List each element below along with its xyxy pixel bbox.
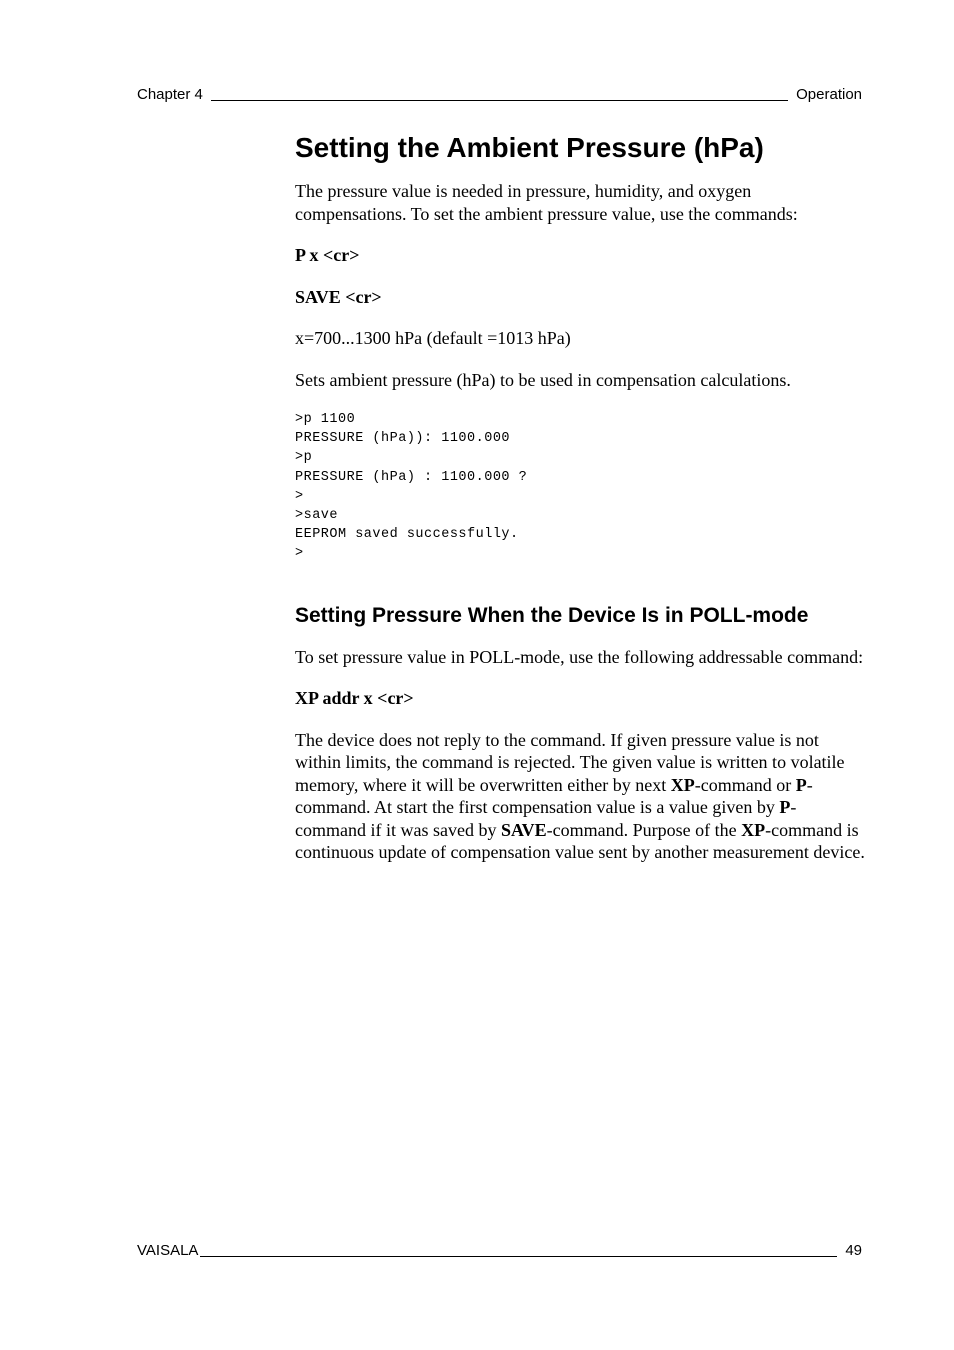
subsection-title: Setting Pressure When the Device Is in POLL-mode [295,603,809,627]
range-paragraph: x=700...1300 hPa (default =1013 hPa) [295,328,571,348]
body-text: -command if it was saved by [295,797,797,840]
body-bold-term: XP [741,819,766,840]
code-example: >p 1100 PRESSURE (hPa)): 1100.000 >p PRESSURE (hPa) : 1100.000 ? > >save EEPROM saved successfully. > [295,412,528,562]
command-xp: XP addr x <cr> [295,688,414,709]
header-rule [211,100,788,101]
body-bold-term: P [779,797,791,818]
body-text: The device does not reply to the command. If given pressure value is not within limits, the command is rejected. The given value is written to volatile memory, where it will be overwritten either by next [295,729,845,795]
header-chapter: Chapter 4 [137,86,203,103]
footer-company: VAISALA [137,1242,199,1259]
running-header [137,86,862,104]
body-bold-term: SAVE [500,819,547,840]
header-section: Operation [796,86,862,103]
body-text: -command. At start the first compensation value is a value given by [295,774,813,818]
page-number: 49 [845,1242,862,1259]
body-bold-term: XP [670,774,695,795]
page-content [295,128,865,883]
poll-intro-paragraph: To set pressure value in POLL-mode, use the following addressable command: [295,646,864,667]
description-paragraph: Sets ambient pressure (hPa) to be used in compensation calculations. [295,369,791,390]
body-text: -command or [694,774,796,795]
command-p: P x <cr> [295,245,360,265]
body-text: -command is continuous update of compensation value sent by another measurement device. [295,819,865,863]
footer-rule [200,1256,837,1257]
body-text: -command. Purpose of the [546,819,742,840]
command-save: SAVE <cr> [295,286,382,307]
intro-paragraph: The pressure value is needed in pressure, humidity, and oxygen compensations. To set the ambient pressure value, use the commands: [295,181,798,224]
running-footer [137,1242,862,1260]
body-bold-term: P [795,774,807,795]
section-title: Setting the Ambient Pressure (hPa) [295,132,764,163]
poll-body-paragraph [295,729,865,864]
